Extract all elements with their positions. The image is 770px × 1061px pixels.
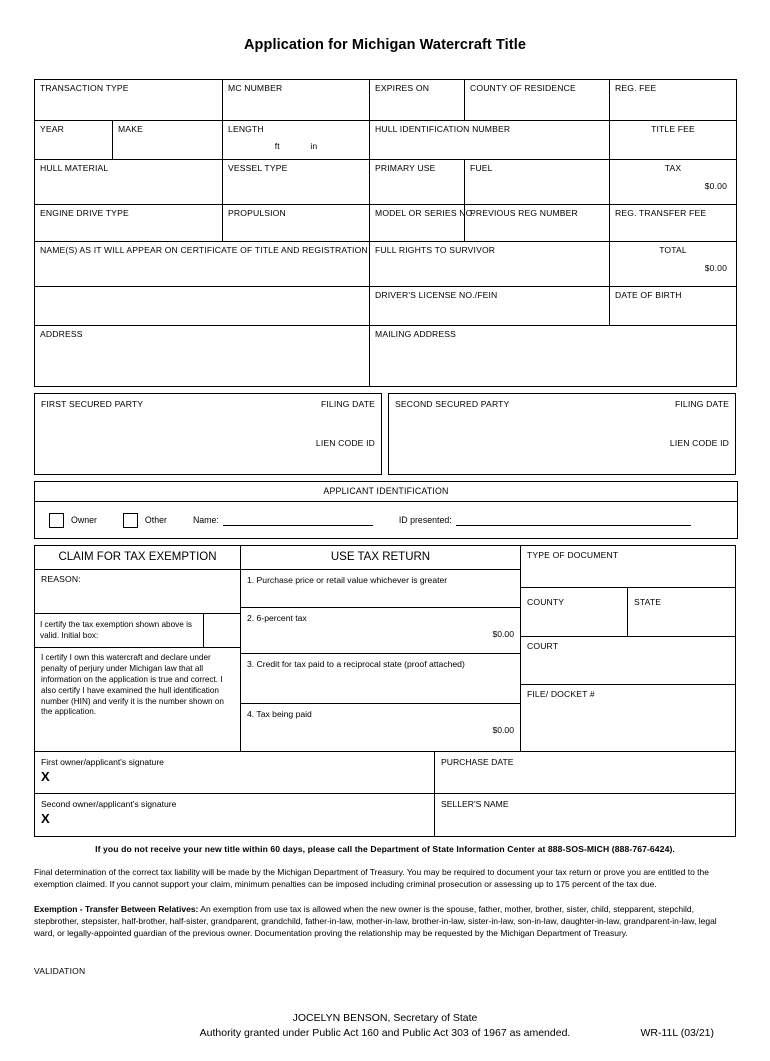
field-file-docket[interactable]: FILE/ DOCKET # (527, 689, 595, 699)
owner-label: Owner (71, 515, 97, 525)
table-row (35, 287, 737, 326)
field-previous-reg-number[interactable]: PREVIOUS REG NUMBER (465, 205, 610, 242)
second-lien-code-label: LIEN CODE ID (669, 438, 729, 448)
tax-section (34, 545, 736, 752)
field-expires-on[interactable]: EXPIRES ON (370, 80, 465, 121)
use-tax-line-4[interactable]: 4. Tax being paid $0.00 (247, 709, 514, 735)
length-unit-ft: ft (274, 140, 280, 151)
field-names-on-title[interactable]: NAME(S) AS IT WILL APPEAR ON CERTIFICATE OF TITLE AND REGISTRATION (35, 242, 370, 287)
field-mc-number[interactable]: MC NUMBER (223, 80, 370, 121)
page-title: Application for Michigan Watercraft Title (243, 37, 527, 53)
field-sellers-name[interactable]: SELLER'S NAME (441, 799, 509, 809)
exemption-heading: Exemption - Transfer Between Relatives: (34, 903, 199, 914)
tax-determination-paragraph: Final determination of the correct tax liability will be made by the Michigan Department of Treasury. You may be required to document your tax return or prove you are entitled to the exemption claimed. If you cannot support your claim, minimum penalties can be imposed including criminal prosecution or assessing up to 175 percent of the tax due. (34, 867, 709, 890)
signature-right-column (435, 752, 735, 836)
second-owner-signature-mark: X (41, 811, 50, 826)
second-owner-signature-field[interactable] (35, 794, 434, 836)
field-tax[interactable]: TAX $0.00 (610, 160, 737, 205)
field-mailing-address[interactable]: MAILING ADDRESS (370, 326, 737, 387)
field-make[interactable]: MAKE (113, 121, 223, 160)
field-purchase-date[interactable]: PURCHASE DATE (435, 752, 735, 794)
field-reason[interactable]: REASON: (35, 570, 240, 614)
field-reg-transfer-fee[interactable]: REG. TRANSFER FEE (610, 205, 737, 242)
secretary-of-state-line: JOCELYN BENSON, Secretary of State (292, 1012, 478, 1024)
field-hull-identification-number[interactable]: HULL IDENTIFICATION NUMBER (370, 121, 610, 160)
table-row (35, 160, 737, 205)
use-tax-line-2[interactable]: 2. 6-percent tax $0.00 (241, 608, 520, 654)
validation-label: VALIDATION (34, 965, 86, 976)
field-propulsion[interactable]: PROPULSION (223, 205, 370, 242)
use-tax-line-4-amount: $0.00 (492, 725, 514, 735)
field-engine-drive-type[interactable]: ENGINE DRIVE TYPE (35, 205, 223, 242)
field-primary-use[interactable]: PRIMARY USE (370, 160, 465, 205)
second-secured-party-label: SECOND SECURED PARTY (395, 399, 510, 409)
use-tax-line-2-amount: $0.00 (492, 629, 514, 639)
document-footer (0, 1012, 770, 1039)
use-tax-return-header: USE TAX RETURN (241, 546, 520, 570)
watercraft-info-table (34, 79, 737, 387)
other-label: Other (144, 515, 167, 525)
table-row (35, 326, 737, 387)
field-county[interactable]: COUNTY (521, 588, 628, 636)
field-county-of-residence[interactable]: COUNTY OF RESIDENCE (465, 80, 610, 121)
claim-for-tax-exemption-header: CLAIM FOR TAX EXEMPTION (35, 546, 240, 570)
first-secured-party-box[interactable] (34, 393, 382, 475)
field-total[interactable]: TOTAL $0.00 (610, 242, 737, 287)
tax-amount: $0.00 (704, 180, 728, 191)
secured-parties-section (34, 393, 736, 475)
other-checkbox[interactable] (123, 513, 138, 528)
field-vessel-type[interactable]: VESSEL TYPE (223, 160, 370, 205)
names-continuation (35, 287, 370, 326)
first-lien-code-label: LIEN CODE ID (315, 438, 375, 448)
id-presented-input[interactable] (456, 515, 691, 526)
field-title-fee[interactable]: TITLE FEE (610, 121, 737, 160)
field-length[interactable]: LENGTH ft in (223, 121, 370, 160)
applicant-identification-body (35, 502, 737, 538)
field-hull-material[interactable]: HULL MATERIAL (35, 160, 223, 205)
field-date-of-birth[interactable]: DATE OF BIRTH (610, 287, 737, 326)
certify-exemption-row (35, 614, 240, 648)
field-model-or-series-no[interactable]: MODEL OR SERIES NO. (370, 205, 465, 242)
certify-exemption-text: I certify the tax exemption shown above is valid. Initial box: (40, 620, 193, 640)
document-page (0, 37, 770, 1061)
applicant-identification-header: APPLICANT IDENTIFICATION (35, 482, 737, 502)
second-filing-date-label: FILING DATE (674, 399, 729, 409)
applicant-identification-section (34, 481, 738, 539)
field-address[interactable]: ADDRESS (35, 326, 370, 387)
field-transaction-type[interactable]: TRANSACTION TYPE (35, 80, 223, 121)
name-input[interactable] (223, 515, 373, 526)
use-tax-return-column (241, 546, 521, 751)
field-state[interactable]: STATE (634, 597, 662, 607)
table-row (35, 242, 737, 287)
use-tax-line-1[interactable]: 1. Purchase price or retail value whichever is greater (241, 570, 520, 608)
field-drivers-license-fein[interactable]: DRIVER'S LICENSE NO./FEIN (370, 287, 610, 326)
table-row (35, 80, 737, 121)
form-number: WR-11L (03/21) (640, 1027, 714, 1039)
field-type-of-document[interactable]: TYPE OF DOCUMENT (521, 546, 735, 588)
authority-line: Authority granted under Public Act 160 and Public Act 303 of 1967 as amended. (199, 1027, 571, 1039)
first-owner-signature-label: First owner/applicant's signature (41, 757, 164, 767)
field-year[interactable]: YEAR (35, 121, 113, 160)
type-of-document-column (521, 546, 735, 751)
exemption-relatives-paragraph (34, 903, 718, 940)
certify-ownership-text: I certify I own this watercraft and declare under penalty of perjury under Michigan law that all information on the application is true and correct. I also certify I have examined the hull identification number (HIN) and verify it is the number shown on the application. (41, 653, 224, 717)
title-delivery-notice: If you do not receive your new title within 60 days, please call the Department of State Information Center at 888-SOS-MICH (888-767-6424). (95, 844, 675, 854)
name-label: Name: (192, 515, 219, 525)
claim-for-tax-exemption-column (35, 546, 241, 751)
table-row (35, 121, 737, 160)
second-secured-party-box[interactable] (388, 393, 736, 475)
id-presented-label: ID presented: (398, 515, 452, 525)
owner-checkbox[interactable] (49, 513, 64, 528)
table-row (35, 205, 737, 242)
field-reg-fee[interactable]: REG. FEE (610, 80, 737, 121)
use-tax-line-3[interactable]: 3. Credit for tax paid to a reciprocal state (proof attached) (241, 654, 520, 704)
field-full-rights-to-survivor[interactable]: FULL RIGHTS TO SURVIVOR (370, 242, 610, 287)
exemption-text: An exemption from use tax is allowed when the new owner is the spouse, father, mother, brother, sister, child, stepparent, stepchild, stepbrother, stepsister, half-brother, half-sister, grandparent, grandchild, father-in-law, mother-in-law, brother-in-law, sister-in-law, son-in-law, daughter-in-law, grandparent-in-law, legal ward, or legally-appointed guardian of the previous owner. Documentation proving the relationship may be requested by the Michigan Department of Treasury. (34, 903, 717, 939)
field-court[interactable]: COURT (521, 637, 735, 685)
total-amount: $0.00 (704, 262, 728, 273)
field-fuel[interactable]: FUEL (465, 160, 610, 205)
first-filing-date-label: FILING DATE (320, 399, 375, 409)
county-state-row (521, 588, 735, 637)
initial-box[interactable] (203, 614, 240, 647)
first-owner-signature-field[interactable] (35, 752, 434, 794)
second-owner-signature-label: Second owner/applicant's signature (41, 799, 177, 809)
signature-left-column (35, 752, 435, 836)
first-secured-party-label: FIRST SECURED PARTY (41, 399, 144, 409)
first-owner-signature-mark: X (41, 769, 50, 784)
signature-section (34, 752, 736, 837)
length-unit-in: in (310, 140, 318, 151)
